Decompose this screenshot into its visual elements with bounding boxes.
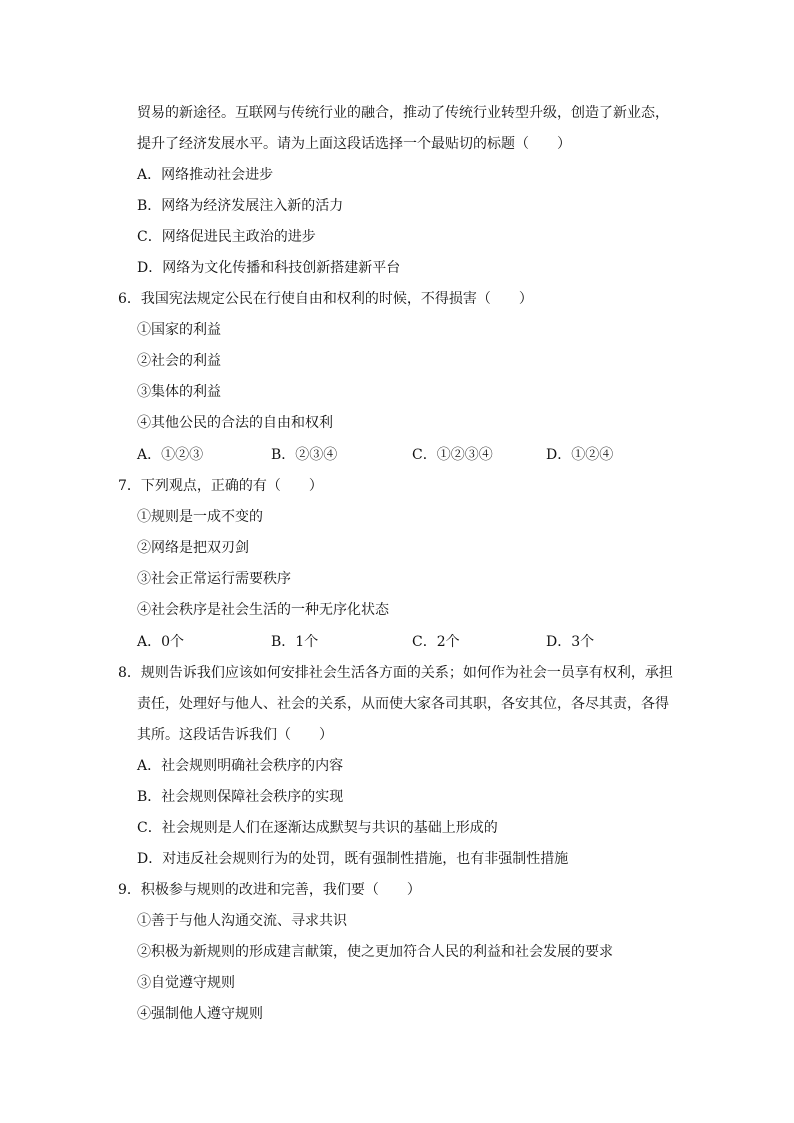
intro-option-d: D．网络为文化传播和科技创新搭建新平台 [137,260,401,276]
q7-item-4: ④社会秩序是社会生活的一种无序化状态 [137,602,389,618]
q7-item-1: ①规则是一成不变的 [137,509,263,525]
intro-line-2: 提升了经济发展水平。请为上面这段话选择一个最贴切的标题（ ） [137,136,571,152]
q6-option-b: B．②③④ [271,447,338,463]
q8-stem-line-3: 其所。这段话告诉我们（ ） [137,727,333,743]
q9-item-1: ①善于与他人沟通交流、寻求共识 [137,913,347,929]
q9-item-4: ④强制他人遵守规则 [137,1006,263,1022]
q6-item-2: ②社会的利益 [137,353,221,369]
q9-stem: 9．积极参与规则的改进和完善，我们要（ ） [118,882,421,898]
q8-stem-line-1: 8．规则告诉我们应该如何安排社会生活各方面的关系；如何作为社会一员享有权利，承担 [118,665,673,681]
q7-option-b: B．1个 [271,634,319,650]
q6-stem: 6．我国宪法规定公民在行使自由和权利的时候，不得损害（ ） [118,291,533,307]
q6-option-d: D．①②④ [546,447,614,463]
q6-item-3: ③集体的利益 [137,384,221,400]
q7-item-3: ③社会正常运行需要秩序 [137,571,291,587]
q6-option-c: C．①②③④ [412,447,493,463]
q8-option-d: D．对违反社会规则行为的处罚，既有强制性措施，也有非强制性措施 [137,851,569,867]
q8-option-a: A．社会规则明确社会秩序的内容 [137,758,344,774]
q8-option-b: B．社会规则保障社会秩序的实现 [137,789,344,805]
q7-option-c: C．2个 [412,634,460,650]
q8-stem-line-2: 责任，处理好与他人、社会的关系，从而使大家各司其职，各安其位，各尽其责，各得 [137,696,669,712]
intro-line-1: 贸易的新途径。互联网与传统行业的融合，推动了传统行业转型升级，创造了新业态， [137,105,669,121]
q6-item-1: ①国家的利益 [137,322,221,338]
q7-stem: 7．下列观点，正确的有（ ） [118,478,323,494]
intro-option-c: C．网络促进民主政治的进步 [137,229,316,245]
q7-option-d: D．3个 [546,634,595,650]
q8-option-c: C．社会规则是人们在逐渐达成默契与共识的基础上形成的 [137,820,498,836]
q7-option-a: A．0个 [137,634,185,650]
intro-option-b: B．网络为经济发展注入新的活力 [137,198,344,214]
q6-item-4: ④其他公民的合法的自由和权利 [137,415,333,431]
q6-option-a: A．①②③ [137,447,204,463]
q9-item-2: ②积极为新规则的形成建言献策，使之更加符合人民的利益和社会发展的要求 [137,944,613,960]
q7-item-2: ②网络是把双刃剑 [137,540,249,556]
intro-option-a: A．网络推动社会进步 [137,167,274,183]
q9-item-3: ③自觉遵守规则 [137,975,235,991]
